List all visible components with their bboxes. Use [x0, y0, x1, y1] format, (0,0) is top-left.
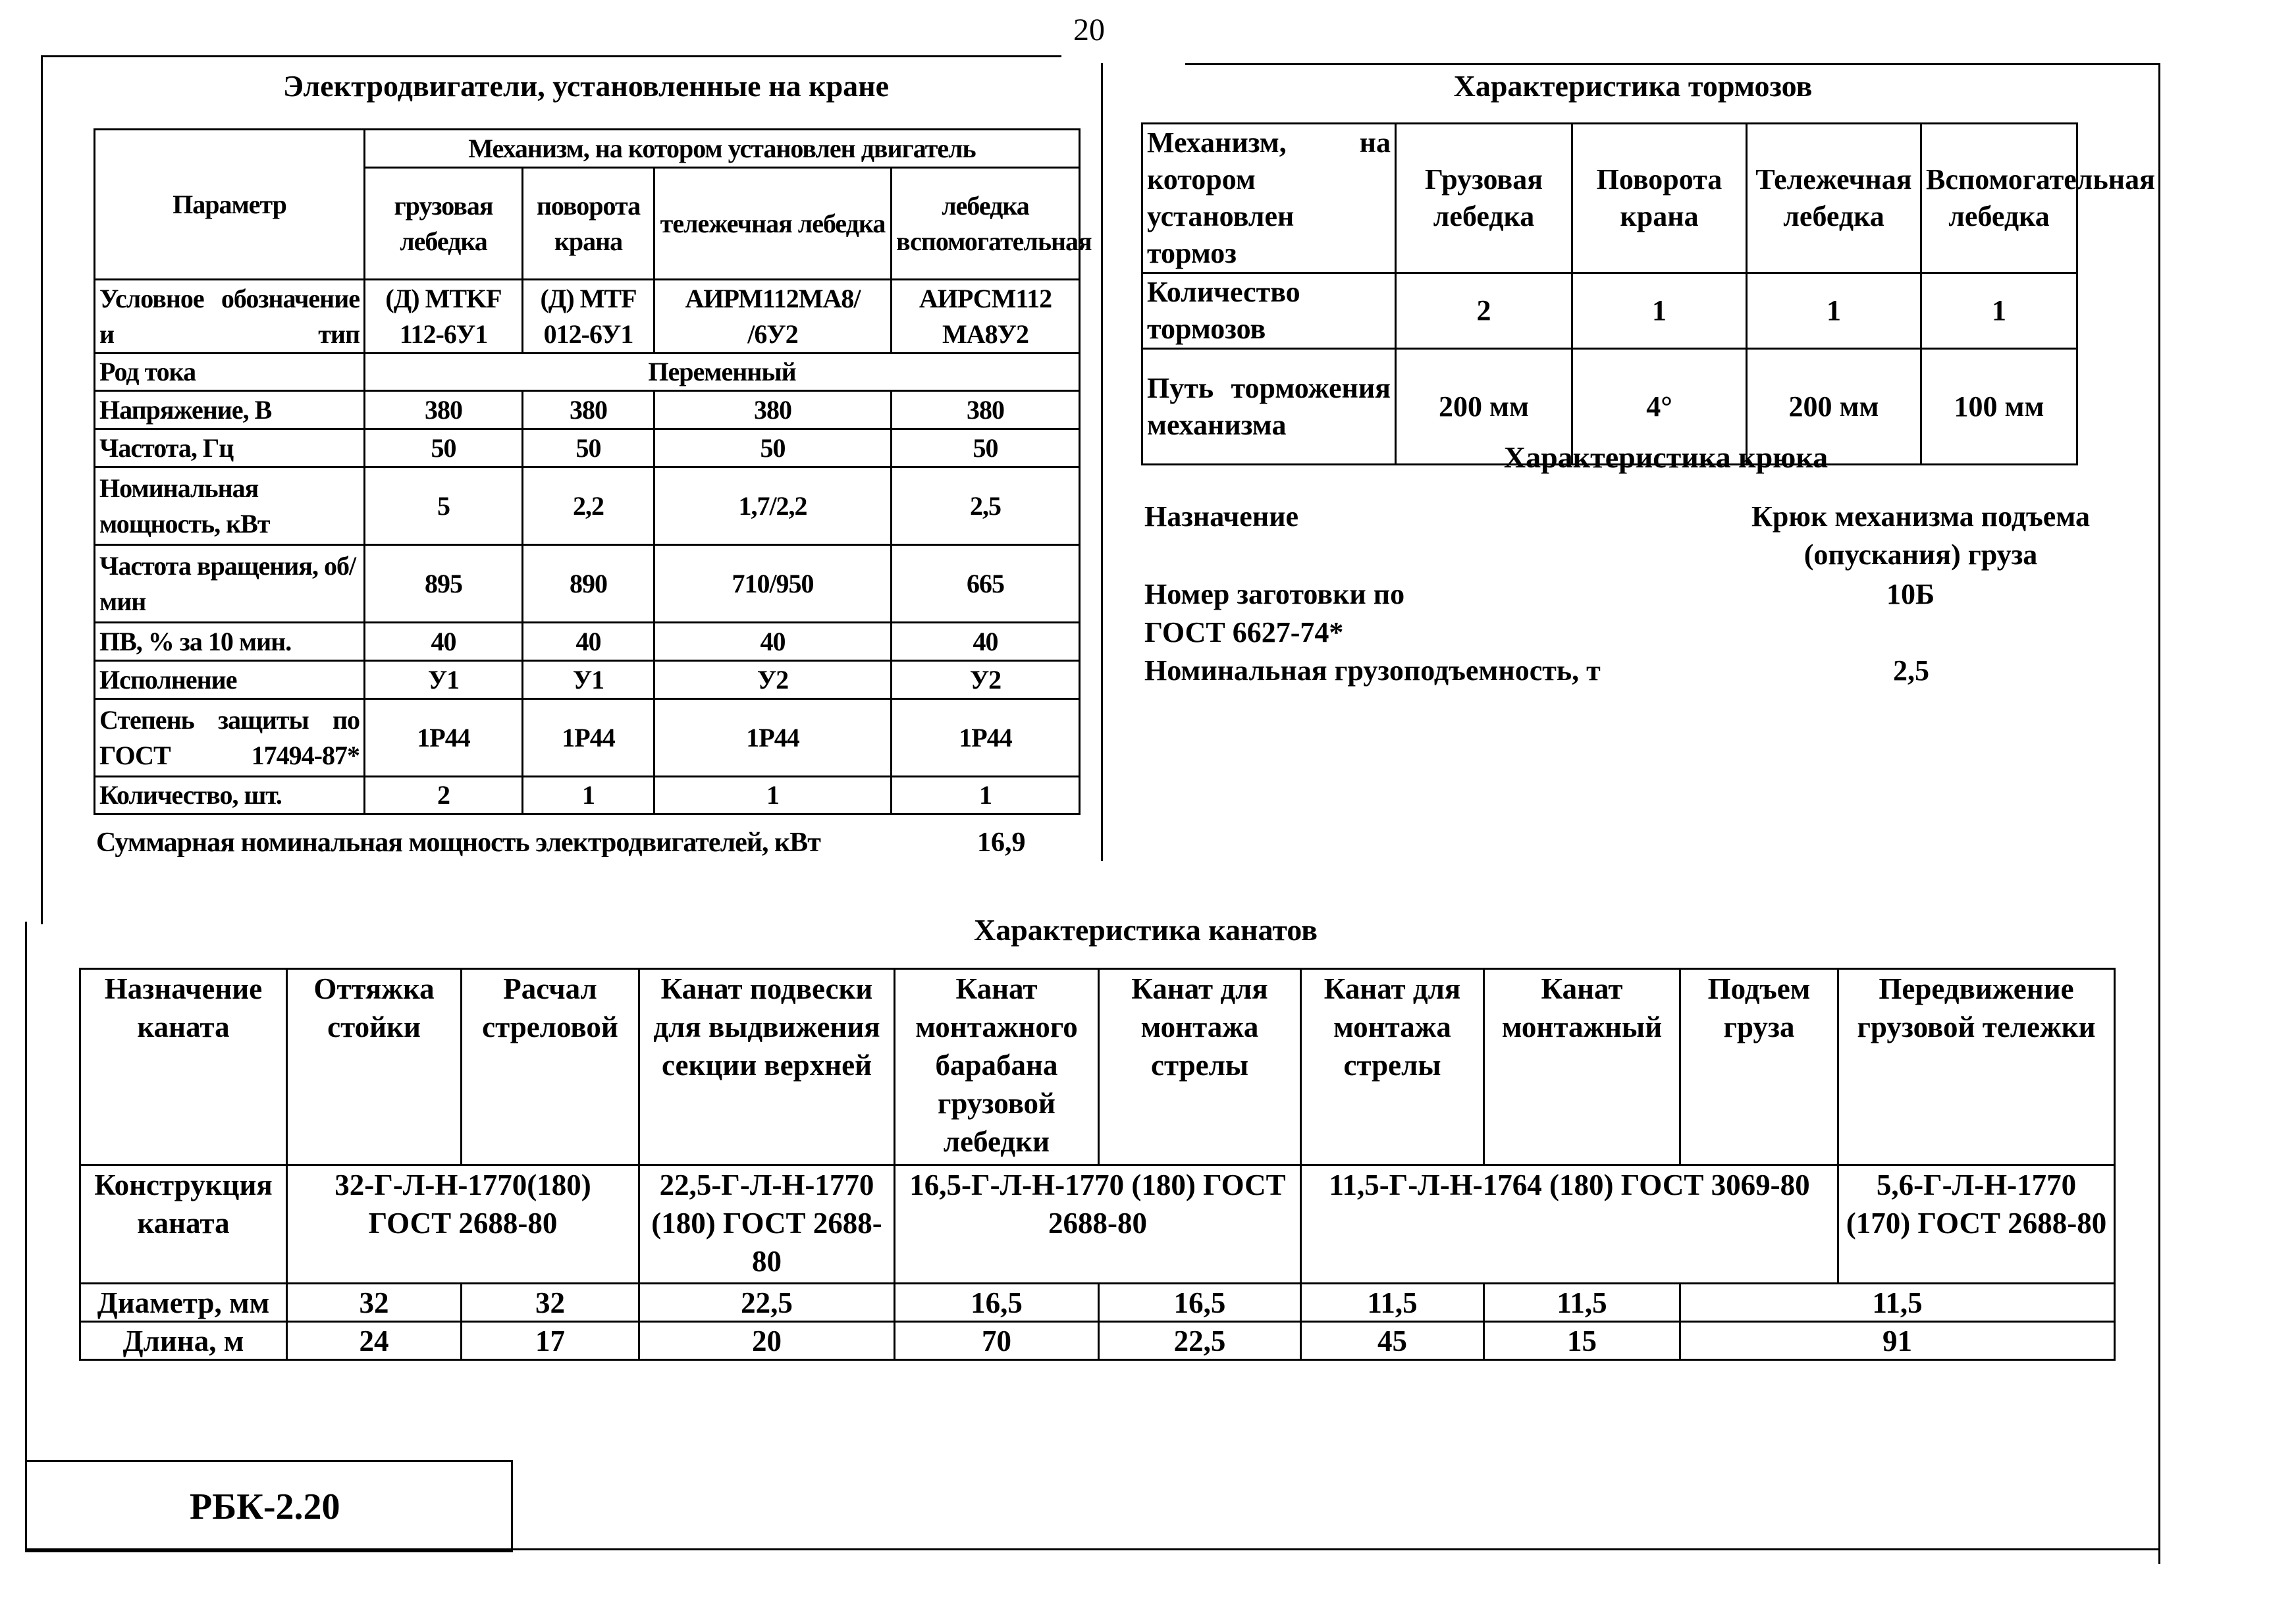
- cell: 22,5: [1099, 1322, 1301, 1360]
- cell: 200 мм: [1747, 349, 1921, 465]
- cell: 710/950: [654, 545, 892, 623]
- cell: У2: [654, 661, 892, 699]
- cell: 380: [892, 391, 1080, 429]
- cell: 50: [892, 429, 1080, 467]
- rope-construction: 5,6-Г-Л-Н-1770 (170) ГОСТ 2688-80: [1838, 1165, 2115, 1284]
- brakes-col: Грузовая лебедка: [1396, 124, 1572, 273]
- cell: 2,5: [892, 467, 1080, 545]
- rope-construction: 32-Г-Л-Н-1770(180) ГОСТ 2688-80: [287, 1165, 639, 1284]
- rope-purpose: Канат для монтажа стрелы: [1099, 969, 1301, 1165]
- stamp-box: [25, 1460, 513, 1552]
- cell: 40: [654, 623, 892, 661]
- brakes-col: Вспомогательная лебедка: [1921, 124, 2077, 273]
- cell: 11,5: [1301, 1284, 1484, 1322]
- ropes-construction-label: Конструкция каната: [80, 1165, 287, 1284]
- frame-top-right: [1185, 63, 2160, 65]
- ropes-diameter-label: Диаметр, мм: [80, 1284, 287, 1322]
- row-label: Номинальная мощность, кВт: [95, 467, 365, 545]
- cell: 380: [654, 391, 892, 429]
- row-label: Количество, шт.: [95, 777, 365, 814]
- ropes-purpose-label: Назначение каната: [80, 969, 287, 1165]
- ropes-title: Характеристика канатов: [973, 913, 1318, 947]
- motors-table: [93, 128, 1092, 815]
- cell: 40: [892, 623, 1080, 661]
- mechanism-header: Механизм, на котором установлен двигатель: [365, 130, 1080, 168]
- row-label: Степень защиты по ГОСТ 17494-87*: [95, 699, 365, 777]
- cell: У1: [523, 661, 654, 699]
- cell: 22,5: [639, 1284, 895, 1322]
- cell: 50: [365, 429, 523, 467]
- cell: 32: [287, 1284, 462, 1322]
- cell: 1: [1572, 273, 1747, 349]
- cell: 50: [523, 429, 654, 467]
- cell: 16,5: [895, 1284, 1099, 1322]
- hook-blank-label: Номер заготовки по ГОСТ 6627-74*: [1144, 578, 1405, 648]
- cell: (Д) MTKF 112-6У1: [365, 280, 523, 354]
- ropes-table: [79, 968, 2116, 1361]
- frame-right: [2158, 63, 2160, 1564]
- cell: 1,7/2,2: [654, 467, 892, 545]
- col-crane-slew: поворота крана: [523, 168, 654, 280]
- rope-purpose: Оттяжка стойки: [287, 969, 462, 1165]
- cell: 1Р44: [523, 699, 654, 777]
- row-label: Условное обозначение и тип: [95, 280, 365, 354]
- cell: АИРМ112МА8/ /6У2: [654, 280, 892, 354]
- row-label: Путь торможения механизма: [1142, 349, 1396, 465]
- row-label: Количество тормозов: [1142, 273, 1396, 349]
- rope-construction: 16,5-Г-Л-Н-1770 (180) ГОСТ 2688-80: [895, 1165, 1301, 1284]
- rope-construction: 11,5-Г-Л-Н-1764 (180) ГОСТ 3069-80: [1301, 1165, 1838, 1284]
- rope-construction: 22,5-Г-Л-Н-1770 (180) ГОСТ 2688-80: [639, 1165, 895, 1284]
- brakes-mechanism-header: Механизм, на котором установлен тормоз: [1142, 124, 1396, 273]
- rope-purpose: Передвижение грузовой тележки: [1838, 969, 2115, 1165]
- brakes-col: Поворота крана: [1572, 124, 1747, 273]
- cell: 15: [1484, 1322, 1680, 1360]
- cell: 665: [892, 545, 1080, 623]
- row-label: Частота вращения, об/мин: [95, 545, 365, 623]
- cell: 1: [1921, 273, 2077, 349]
- cell: 1: [892, 777, 1080, 814]
- cell: 2: [1396, 273, 1572, 349]
- cell: 45: [1301, 1322, 1484, 1360]
- cell: У1: [365, 661, 523, 699]
- frame-left: [41, 55, 43, 924]
- column-divider: [1101, 63, 1103, 861]
- cell: 2: [365, 777, 523, 814]
- rope-purpose: Канат подвески для выдвижения секции верхней: [639, 969, 895, 1165]
- rope-purpose: Расчал стреловой: [462, 969, 639, 1165]
- hook-purpose-label: Назначение: [1144, 500, 1299, 533]
- cell: 895: [365, 545, 523, 623]
- motors-total-value: 16,9: [977, 828, 1026, 858]
- rope-purpose: Канат монтажного барабана грузовой лебедки: [895, 969, 1099, 1165]
- row-label: Род тока: [95, 354, 365, 391]
- rope-purpose: Подъем груза: [1680, 969, 1838, 1165]
- motors-total-label: Суммарная номинальная мощность электродвигателей, кВт: [96, 828, 820, 858]
- cell: 50: [654, 429, 892, 467]
- cell: 5: [365, 467, 523, 545]
- cell: 32: [462, 1284, 639, 1322]
- hook-capacity-label: Номинальная грузоподъемность, т: [1144, 654, 1601, 687]
- rope-purpose: Канат монтажный: [1484, 969, 1680, 1165]
- cell: 20: [639, 1322, 895, 1360]
- motors-title: Электродвигатели, установленные на кране: [282, 69, 890, 103]
- cell: 17: [462, 1322, 639, 1360]
- cell: 4°: [1572, 349, 1747, 465]
- cell: 11,5: [1680, 1284, 2115, 1322]
- brakes-col: Тележечная лебедка: [1747, 124, 1921, 273]
- row-label: ПВ, % за 10 мин.: [95, 623, 365, 661]
- hook-purpose-value: Крюк механизма подъема (опускания) груза: [1751, 500, 2090, 571]
- row-label: Исполнение: [95, 661, 365, 699]
- cell: 2,2: [523, 467, 654, 545]
- hook-blank-value: 10Б: [1886, 578, 1935, 610]
- row-label: Частота, Гц: [95, 429, 365, 467]
- cell: 40: [365, 623, 523, 661]
- cell: 16,5: [1099, 1284, 1301, 1322]
- param-header: Параметр: [95, 130, 365, 280]
- cell: 70: [895, 1322, 1099, 1360]
- row-label: Напряжение, В: [95, 391, 365, 429]
- hook-title: Характеристика крюка: [1503, 440, 1829, 474]
- col-cargo-winch: грузовая лебедка: [365, 168, 523, 280]
- frame-left-lower: [25, 922, 27, 1550]
- cell: 200 мм: [1396, 349, 1572, 465]
- col-trolley-winch: тележечная лебедка: [654, 168, 892, 280]
- page-number: 20: [1073, 13, 1105, 47]
- cell: 380: [365, 391, 523, 429]
- cell: 1: [1747, 273, 1921, 349]
- cell: (Д) MTF 012-6У1: [523, 280, 654, 354]
- cell: 1: [654, 777, 892, 814]
- col-aux-winch: лебедка вспомогательная: [892, 168, 1080, 280]
- cell: 24: [287, 1322, 462, 1360]
- cell: 890: [523, 545, 654, 623]
- stamp-code: РБК-2.20: [190, 1486, 340, 1527]
- cell: 1Р44: [654, 699, 892, 777]
- cell: 11,5: [1484, 1284, 1680, 1322]
- cell: 1Р44: [892, 699, 1080, 777]
- cell: 1: [523, 777, 654, 814]
- brakes-title: Характеристика тормозов: [1453, 69, 1813, 103]
- cell: У2: [892, 661, 1080, 699]
- cell: 40: [523, 623, 654, 661]
- hook-capacity-value: 2,5: [1893, 654, 1929, 687]
- brakes-table: [1141, 122, 2155, 465]
- cell: 91: [1680, 1322, 2115, 1360]
- ropes-length-label: Длина, м: [80, 1322, 287, 1360]
- cell: АИРСМ112 МА8У2: [892, 280, 1080, 354]
- frame-top-left: [41, 55, 1061, 57]
- cell: 100 мм: [1921, 349, 2077, 465]
- cell: 1Р44: [365, 699, 523, 777]
- cell: Переменный: [365, 354, 1080, 391]
- cell: 380: [523, 391, 654, 429]
- rope-purpose: Канат для монтажа стрелы: [1301, 969, 1484, 1165]
